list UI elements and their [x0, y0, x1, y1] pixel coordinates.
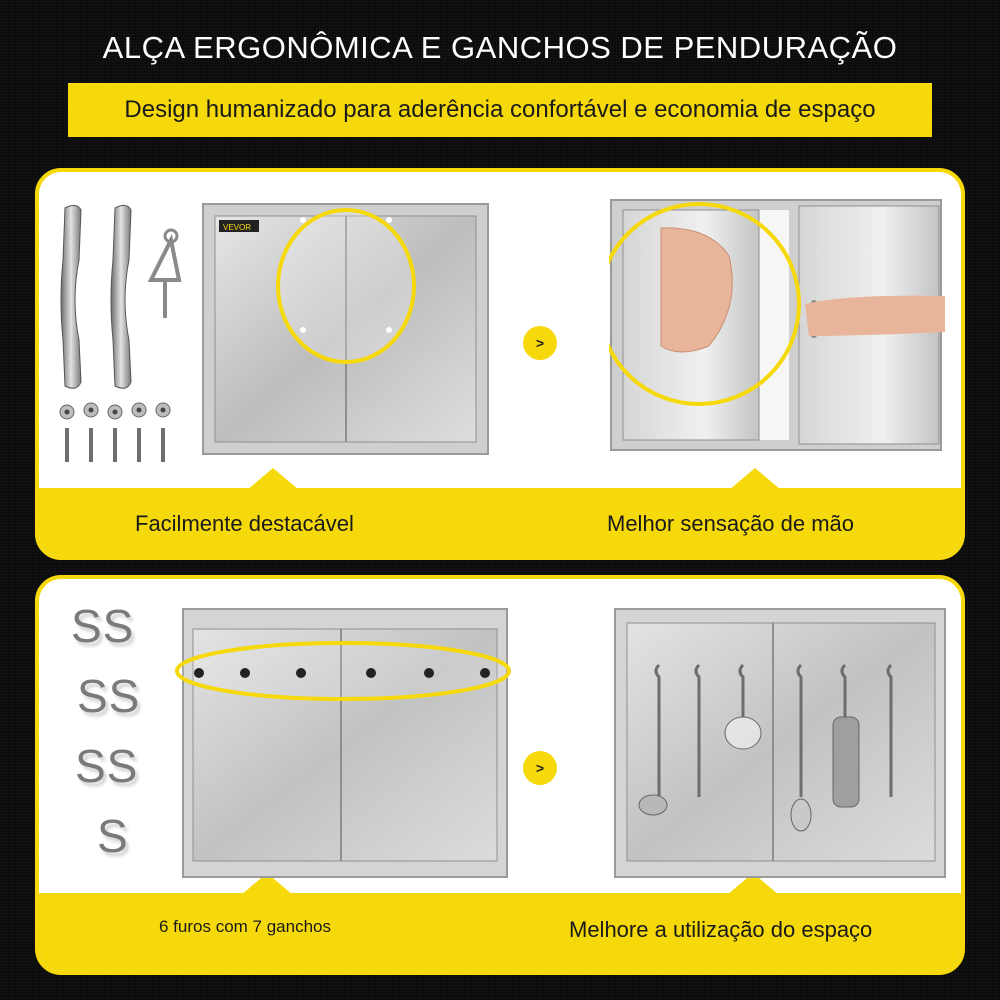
arrow-next-icon: > [523, 751, 557, 785]
decorative-ss-text: S [97, 810, 129, 862]
subtitle-text: Design humanizado para aderência confortável e economia de espaço [124, 96, 876, 123]
caption-better-hand-feel: Melhor sensação de mão [607, 511, 855, 536]
caption-easily-detachable: Facilmente destacável [135, 511, 354, 536]
decorative-ss-text: SS [77, 670, 141, 722]
arrow-next-icon: > [523, 326, 557, 360]
door-utensils-image [613, 605, 949, 881]
hanging-hooks-panel [35, 575, 965, 975]
caption-pointer [247, 468, 299, 490]
brand-logo: VEVOR [223, 223, 252, 232]
closed-door-image [201, 202, 491, 457]
door-keyholes-image [175, 605, 511, 881]
open-door-hand-image [609, 196, 949, 456]
decorative-ss-text: SS [75, 740, 139, 792]
subtitle-banner [68, 83, 932, 137]
detachable-handle-panel [35, 168, 965, 560]
page-title: ALÇA ERGONÔMICA E GANCHOS DE PENDURAÇÃO [102, 30, 898, 65]
caption-space-utilization: Melhore a utilização do espaço [569, 917, 873, 942]
handles-and-screws-image [51, 200, 201, 470]
caption-pointer [729, 468, 781, 490]
decorative-ss-text: SS [71, 600, 135, 652]
caption-holes-hooks: 6 furos com 7 ganchos [159, 917, 331, 936]
